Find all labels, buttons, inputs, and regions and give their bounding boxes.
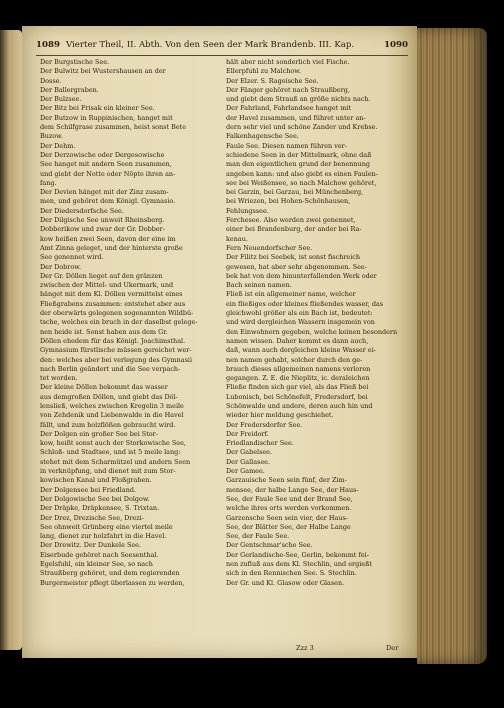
- text-line: nen heide ist. Sonst haben aus dem Gr.: [40, 327, 168, 336]
- text-line: see bei Weißensee, so nach Malchow gehöret,: [226, 178, 377, 187]
- text-line: Der Dräpke, Dräpkensee, S. Trixtan.: [40, 504, 160, 513]
- text-line: gegangen. Z. E. die Nieplitz, ic. deraleichen: [226, 374, 370, 383]
- text-line: den: welches aber bei verlegung des Gymnasii: [40, 355, 193, 364]
- text-line: einer bei Brandenburg, der ander bei Ra-: [226, 225, 362, 234]
- text-line: Schloß- und Stadtsee, und ist 5 meile lang:: [40, 448, 181, 457]
- left-page-edge: [0, 30, 22, 650]
- text-line: den Einwohnern gegeben, welche keinen besondern: [226, 327, 398, 336]
- page-number-left: 1089: [36, 40, 60, 50]
- text-line: Ellerpfuhl zu Malchow.: [226, 67, 302, 76]
- text-line: Der Filitz bei Seebek, ist sonst fischreich: [226, 253, 361, 262]
- text-line: und giebt dem Strauß an größe nichts nach.: [226, 95, 371, 104]
- text-line: See genennet wird.: [40, 253, 104, 262]
- text-line: in verknüpfung, und dienet mit zum Stor-: [40, 467, 176, 476]
- text-line: Der Butzow in Ruppinischen, hanget mit: [40, 113, 173, 122]
- text-line: See, der Faule See und der Brand See,: [226, 494, 353, 503]
- text-line: fällt, und zum holzflößen gebraucht wird.: [40, 420, 176, 429]
- text-line: Der Dolgensee bei Friedland.: [40, 485, 137, 494]
- text-line: Dosse.: [40, 76, 62, 85]
- text-line: Ferchesee. Also werden zwei genennet,: [226, 216, 356, 225]
- text-line: mensee, der halbe Lange See, der Haus-: [226, 485, 359, 494]
- text-line: angeben kann: und also giebt es einen Faulen-: [226, 169, 378, 178]
- text-line: ein fließiges oder kleines fließendes wasser, das: [226, 299, 384, 308]
- text-line: Der Bulzsee.: [40, 95, 82, 104]
- text-line: Friedlandischer See.: [226, 439, 294, 448]
- text-line: Der Fahrland, Fahrlandsee hanget mit: [226, 104, 352, 113]
- text-line: Der Fredersdorfer See.: [226, 420, 303, 429]
- text-line: tsche, welches ein bruch in der daselbst gelege-: [40, 318, 198, 327]
- running-title: Vierter Theil, II. Abth. Von den Seen der Mark Brandenb. III. Kap.: [66, 40, 355, 50]
- text-line: Der Drewitz. Der Dunkele See.: [40, 541, 142, 550]
- text-line: brauch dieses allgemeinen namens verloren: [226, 364, 371, 373]
- text-line: tet worden.: [40, 374, 78, 383]
- text-line: Der Freidorf.: [226, 429, 269, 438]
- text-line: Dobberikow und zwar der Gr. Dobber-: [40, 225, 165, 234]
- text-line: bek hat von dem hinunterfallenden Werk oder: [226, 271, 377, 280]
- text-line: Faule See. Diesen namen führen ver-: [226, 141, 347, 150]
- text-line: Der Gentschmar'sche See.: [226, 541, 313, 550]
- text-line: Der Fänger gehöret nach Straußberg,: [226, 85, 350, 94]
- text-line: Der Bulwitz bei Wustershausen an der: [40, 67, 166, 76]
- text-line: Der Diedersdorfsche See.: [40, 206, 124, 215]
- text-line: Fließe finden sich gar viel, als das Fließ bei: [226, 383, 369, 392]
- text-line: Der Gabelsee.: [226, 448, 273, 457]
- text-line: zwischen der Mittel- und Ukermark, und: [40, 281, 174, 290]
- catchword: Der: [386, 644, 399, 652]
- text-line: fang.: [40, 178, 57, 187]
- text-line: kowischen Kanal und Floßgraben.: [40, 476, 152, 485]
- text-line: lensließ, welches zwischen Kregelin 3 meile: [40, 401, 184, 410]
- text-line: See, der Blätter See, der Halbe Lange: [226, 522, 351, 531]
- text-line: namen wissen. Daher kommt es dann auch,: [226, 336, 369, 345]
- text-line: kow heißen zwei Seen, davon der eine im: [40, 234, 176, 243]
- text-line: gleichwohl größer als ein Bach ist, bedeutet:: [226, 309, 373, 318]
- text-line: Der Dolgowische See bei Dolgow.: [40, 494, 150, 503]
- text-line: stehet mit dem Scharmützel und andern Seen: [40, 457, 191, 466]
- text-line: Fließgrabens zusammen: entstehet aber aus: [40, 299, 186, 308]
- text-line: Der Gr. und Kl. Glasow oder Glasen.: [226, 578, 345, 587]
- text-line: Gymnasium fürstlische müssen gereichet wer-: [40, 346, 192, 355]
- text-line: und wird dergleichen Wassern insgemein von: [226, 318, 375, 327]
- text-line: Egelsfuhl, ein kleiner See, so nach: [40, 560, 153, 569]
- text-line: nach Berlin geändert und die See verpach-: [40, 364, 181, 373]
- text-line: Garzensche Seen sein vier, der Haus-: [226, 513, 348, 522]
- text-line: welche ihres orts werden vorkommen.: [226, 504, 352, 513]
- text-line: Der Dehm.: [40, 141, 76, 150]
- text-line: Burgermeister pflegt überlassen zu werden,: [40, 578, 185, 587]
- text-line: der Havel zusammen, und führet unter an-: [226, 113, 366, 122]
- text-line: Der Burgstische See.: [40, 58, 110, 66]
- text-line: Der Gamee.: [226, 467, 265, 476]
- text-line: der oberwärts gelegenen sogenannten Wildbü-: [40, 309, 194, 318]
- text-line: Garzauische Seen sein fünf, der Zim-: [226, 476, 347, 485]
- text-line: nen namen gehabt, solcher durch den ge-: [226, 355, 363, 364]
- text-line: bei Garzin, bei Garzau, bei Münchenberg,: [226, 188, 364, 197]
- text-line: Der Elzer. S. Rageische See.: [226, 76, 319, 85]
- text-line: Döllen ehedem für das Königl. Joachimsthal.: [40, 336, 186, 345]
- text-line: Straußberg gehöret, und dem regierenden: [40, 569, 180, 578]
- text-line: wieder hier meldung geschiehet.: [226, 411, 334, 420]
- text-line: gewesen, hat aber sehr abgenommen. See-: [226, 262, 367, 271]
- page-number-right: 1090: [384, 40, 408, 50]
- text-line: bei Wriezen, bei Hohen-Schönhausen,: [226, 197, 351, 206]
- left-text-column: [40, 58, 218, 588]
- text-line: nen zufluß aus dem Kl. Stechlin, und ergießt: [226, 560, 372, 569]
- book-fore-edge: [417, 28, 487, 664]
- text-line: Lubonisch, bei Schönefelt, Fredersdorf, bei: [226, 392, 368, 401]
- text-line: Der Devien hänget mit der Zinz zusam-: [40, 188, 169, 197]
- text-line: kenau.: [226, 234, 248, 243]
- text-line: von Zehdenik und Liebenwalde in die Havel: [40, 411, 184, 420]
- text-line: sich in den Rennischen See. S. Stechlin.: [226, 569, 357, 578]
- text-line: daß, wann auch dergleichen kleine Wasser ei-: [226, 346, 376, 355]
- text-line: See hanget mit andern Seen zusammen,: [40, 160, 172, 169]
- text-line: Der kleine Döllen bekommt das wasser: [40, 383, 168, 392]
- right-text-column: [226, 58, 404, 588]
- text-line: Der Ballergraben.: [40, 85, 99, 94]
- text-line: dern sehr viel und schöne Zander und Krebse.: [226, 123, 378, 132]
- text-line: Amt Zinna geleget, und der hinterste große: [40, 243, 183, 252]
- text-line: man den eigentlichen grund der benennung: [226, 160, 370, 169]
- text-line: See, der Faule See.: [226, 532, 290, 541]
- signature-mark: Zzz 3: [296, 644, 314, 652]
- text-line: schiedene Seen in der Mittelmark, ohne daß: [226, 150, 372, 159]
- text-line: Der Derzowische oder Dergesowische: [40, 150, 165, 159]
- text-line: See ohnweit Grünberg eine viertel meile: [40, 522, 173, 531]
- text-line: Bach seinen namen.: [226, 281, 292, 290]
- text-line: und giebt der Notte oder Nöpte ihren an-: [40, 169, 176, 178]
- text-line: lang, dienet zur holzfahrt in die Havel.: [40, 532, 167, 541]
- text-line: hänget mit dem Kl. Döllen vermittelst eines: [40, 290, 183, 299]
- text-line: Der Gr. Döllen lieget auf den gränzen: [40, 271, 163, 280]
- text-line: Der Drez, Drezische See, Drezi-: [40, 513, 144, 522]
- text-line: Fern Neuendorfscher See.: [226, 243, 313, 252]
- text-line: Fehlungssee.: [226, 206, 269, 215]
- text-line: Falkenhagensche See.: [226, 132, 299, 141]
- text-line: Buzow.: [40, 132, 63, 141]
- text-line: Der Dilgische See unweit Rheinsberg.: [40, 216, 165, 225]
- running-header: [36, 40, 408, 54]
- header-rule: [36, 55, 408, 56]
- text-line: hält aber nicht sonderlich viel Fische.: [226, 58, 350, 66]
- text-line: Der Gallasee.: [226, 457, 271, 466]
- text-line: Der Dolgen ein großer See bei Stor-: [40, 429, 158, 438]
- text-line: Schönwalde und andere, deren auch hin und: [226, 401, 373, 410]
- text-line: Der Dobrow.: [40, 262, 81, 271]
- text-line: kow, heißt sonst auch der Storkowische See,: [40, 439, 186, 448]
- text-line: aus demgroßen Döllen, und giebt das Döl-: [40, 392, 178, 401]
- text-line: Der Gerlandische-See, Gerlin, bekommt fei-: [226, 550, 369, 559]
- text-line: Fließ ist ein allgemeiner name, welcher: [226, 290, 356, 299]
- text-line: men, und gehöret dem Königl. Gymnasio.: [40, 197, 176, 206]
- text-line: dem Schilfgrase zusammen, heist sonst Bete: [40, 123, 187, 132]
- text-line: Eiserbude gehöret nach Seesenthal.: [40, 550, 159, 559]
- text-line: Der Bitz bei Frisak ein kleiner See.: [40, 104, 155, 113]
